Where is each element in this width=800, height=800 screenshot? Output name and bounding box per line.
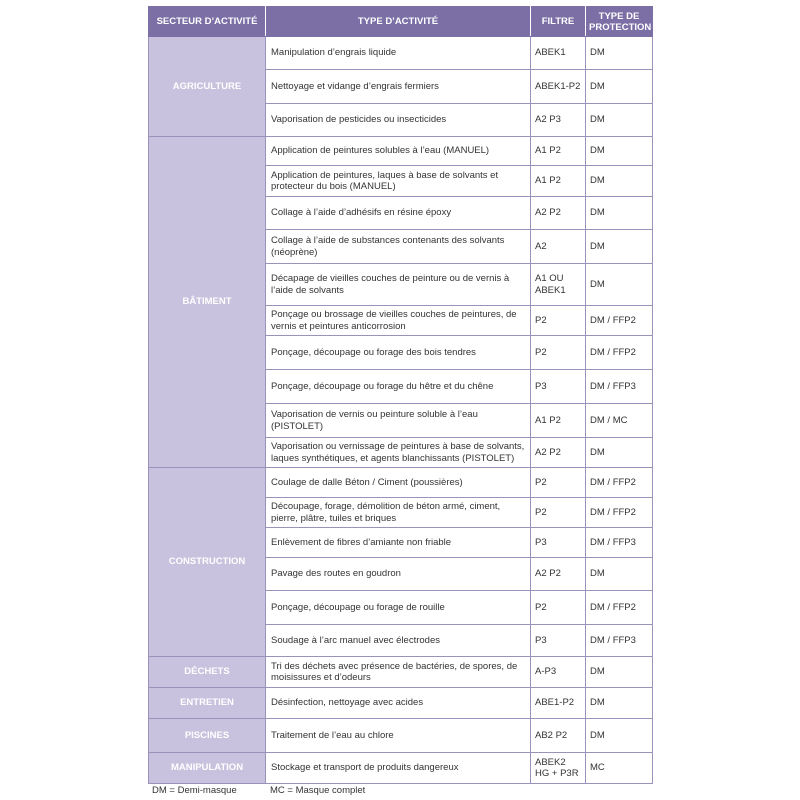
- protection-cell: DM: [586, 438, 653, 468]
- activity-cell: Enlèvement de fibres d’amiante non friable: [266, 528, 531, 558]
- filter-cell: P2: [531, 336, 586, 370]
- filter-cell: A1 P2: [531, 137, 586, 166]
- activity-cell: Manipulation d’engrais liquide: [266, 37, 531, 70]
- protection-cell: DM: [586, 558, 653, 591]
- table-row: [149, 719, 653, 753]
- table-row: [149, 137, 653, 166]
- filter-cell: P3: [531, 370, 586, 404]
- activity-cell: Vaporisation ou vernissage de peintures à base de solvants, laques synthétiques, et agents blanchissants (PISTOLET): [266, 438, 531, 468]
- filter-cell: A2: [531, 230, 586, 264]
- activity-cell: Nettoyage et vidange d’engrais fermiers: [266, 70, 531, 104]
- protection-cell: DM / FFP3: [586, 528, 653, 558]
- protection-table: [148, 6, 653, 784]
- filter-cell: ABEK2 HG + P3R: [531, 753, 586, 784]
- filter-cell: A2 P2: [531, 558, 586, 591]
- filter-cell: P2: [531, 468, 586, 498]
- sector-cell: BÂTIMENT: [149, 137, 266, 468]
- protection-cell: DM: [586, 70, 653, 104]
- protection-cell: DM: [586, 166, 653, 197]
- protection-cell: DM: [586, 137, 653, 166]
- table-row: [149, 37, 653, 70]
- table-row: [149, 688, 653, 719]
- activity-cell: Découpage, forage, démolition de béton armé, ciment, pierre, plâtre, tuiles et briques: [266, 498, 531, 528]
- activity-cell: Pavage des routes en goudron: [266, 558, 531, 591]
- activity-cell: Ponçage ou brossage de vieilles couches de peintures, de vernis et peintures anticorrosion: [266, 306, 531, 336]
- protection-cell: DM / FFP2: [586, 591, 653, 625]
- filter-cell: P2: [531, 591, 586, 625]
- activity-cell: Tri des déchets avec présence de bactéries, de spores, de moisissures et d’odeurs: [266, 657, 531, 688]
- activity-cell: Collage à l’aide d’adhésifs en résine époxy: [266, 197, 531, 230]
- activity-cell: Vaporisation de pesticides ou insecticides: [266, 104, 531, 137]
- protection-cell: DM / FFP2: [586, 336, 653, 370]
- filter-cell: ABEK1-P2: [531, 70, 586, 104]
- sector-cell: PISCINES: [149, 719, 266, 753]
- protection-cell: DM / FFP2: [586, 498, 653, 528]
- activity-cell: Coulage de dalle Béton / Ciment (poussières): [266, 468, 531, 498]
- sector-cell: DÉCHETS: [149, 657, 266, 688]
- protection-cell: DM: [586, 37, 653, 70]
- protection-cell: MC: [586, 753, 653, 784]
- table-row: [149, 468, 653, 498]
- activity-cell: Stockage et transport de produits dangereux: [266, 753, 531, 784]
- header-protection: TYPE DE PROTECTION: [586, 7, 653, 37]
- activity-cell: Vaporisation de vernis ou peinture soluble à l’eau (PISTOLET): [266, 404, 531, 438]
- filter-cell: P3: [531, 625, 586, 657]
- activity-cell: Soudage à l’arc manuel avec électrodes: [266, 625, 531, 657]
- filter-cell: P2: [531, 498, 586, 528]
- table-row: [149, 657, 653, 688]
- protection-cell: DM / MC: [586, 404, 653, 438]
- protection-cell: DM: [586, 230, 653, 264]
- filter-cell: A1 OU ABEK1: [531, 264, 586, 306]
- protection-cell: DM: [586, 719, 653, 753]
- activity-cell: Application de peintures, laques à base de solvants et protecteur du bois (MANUEL): [266, 166, 531, 197]
- activity-cell: Désinfection, nettoyage avec acides: [266, 688, 531, 719]
- protection-cell: DM: [586, 688, 653, 719]
- filter-cell: P3: [531, 528, 586, 558]
- activity-cell: Collage à l’aide de substances contenants des solvants (néoprène): [266, 230, 531, 264]
- header-row: [149, 7, 653, 37]
- filter-cell: ABE1-P2: [531, 688, 586, 719]
- legend-dm: DM = Demi-masque: [152, 785, 237, 796]
- header-filter: FILTRE: [531, 7, 586, 37]
- protection-cell: DM / FFP2: [586, 468, 653, 498]
- sector-cell: CONSTRUCTION: [149, 468, 266, 657]
- activity-cell: Ponçage, découpage ou forage des bois tendres: [266, 336, 531, 370]
- protection-cell: DM: [586, 197, 653, 230]
- filter-cell: A1 P2: [531, 404, 586, 438]
- protection-cell: DM / FFP2: [586, 306, 653, 336]
- activity-cell: Décapage de vieilles couches de peinture ou de vernis à l’aide de solvants: [266, 264, 531, 306]
- table-body: [149, 37, 653, 784]
- filter-cell: A1 P2: [531, 166, 586, 197]
- filter-cell: A2 P2: [531, 197, 586, 230]
- activity-cell: Traitement de l’eau au chlore: [266, 719, 531, 753]
- protection-cell: DM: [586, 264, 653, 306]
- table-row: [149, 753, 653, 784]
- header-type: TYPE D’ACTIVITÉ: [266, 7, 531, 37]
- sector-cell: MANIPULATION: [149, 753, 266, 784]
- filter-cell: A2 P3: [531, 104, 586, 137]
- activity-cell: Application de peintures solubles à l’eau (MANUEL): [266, 137, 531, 166]
- activity-cell: Ponçage, découpage ou forage du hêtre et du chêne: [266, 370, 531, 404]
- protection-cell: DM: [586, 104, 653, 137]
- filter-cell: A-P3: [531, 657, 586, 688]
- sector-cell: ENTRETIEN: [149, 688, 266, 719]
- filter-cell: A2 P2: [531, 438, 586, 468]
- header-sector: SECTEUR D’ACTIVITÉ: [149, 7, 266, 37]
- protection-cell: DM / FFP3: [586, 625, 653, 657]
- protection-cell: DM: [586, 657, 653, 688]
- filter-cell: P2: [531, 306, 586, 336]
- filter-cell: AB2 P2: [531, 719, 586, 753]
- filter-cell: ABEK1: [531, 37, 586, 70]
- activity-cell: Ponçage, découpage ou forage de rouille: [266, 591, 531, 625]
- protection-cell: DM / FFP3: [586, 370, 653, 404]
- sector-cell: AGRICULTURE: [149, 37, 266, 137]
- legend-mc: MC = Masque complet: [270, 785, 366, 796]
